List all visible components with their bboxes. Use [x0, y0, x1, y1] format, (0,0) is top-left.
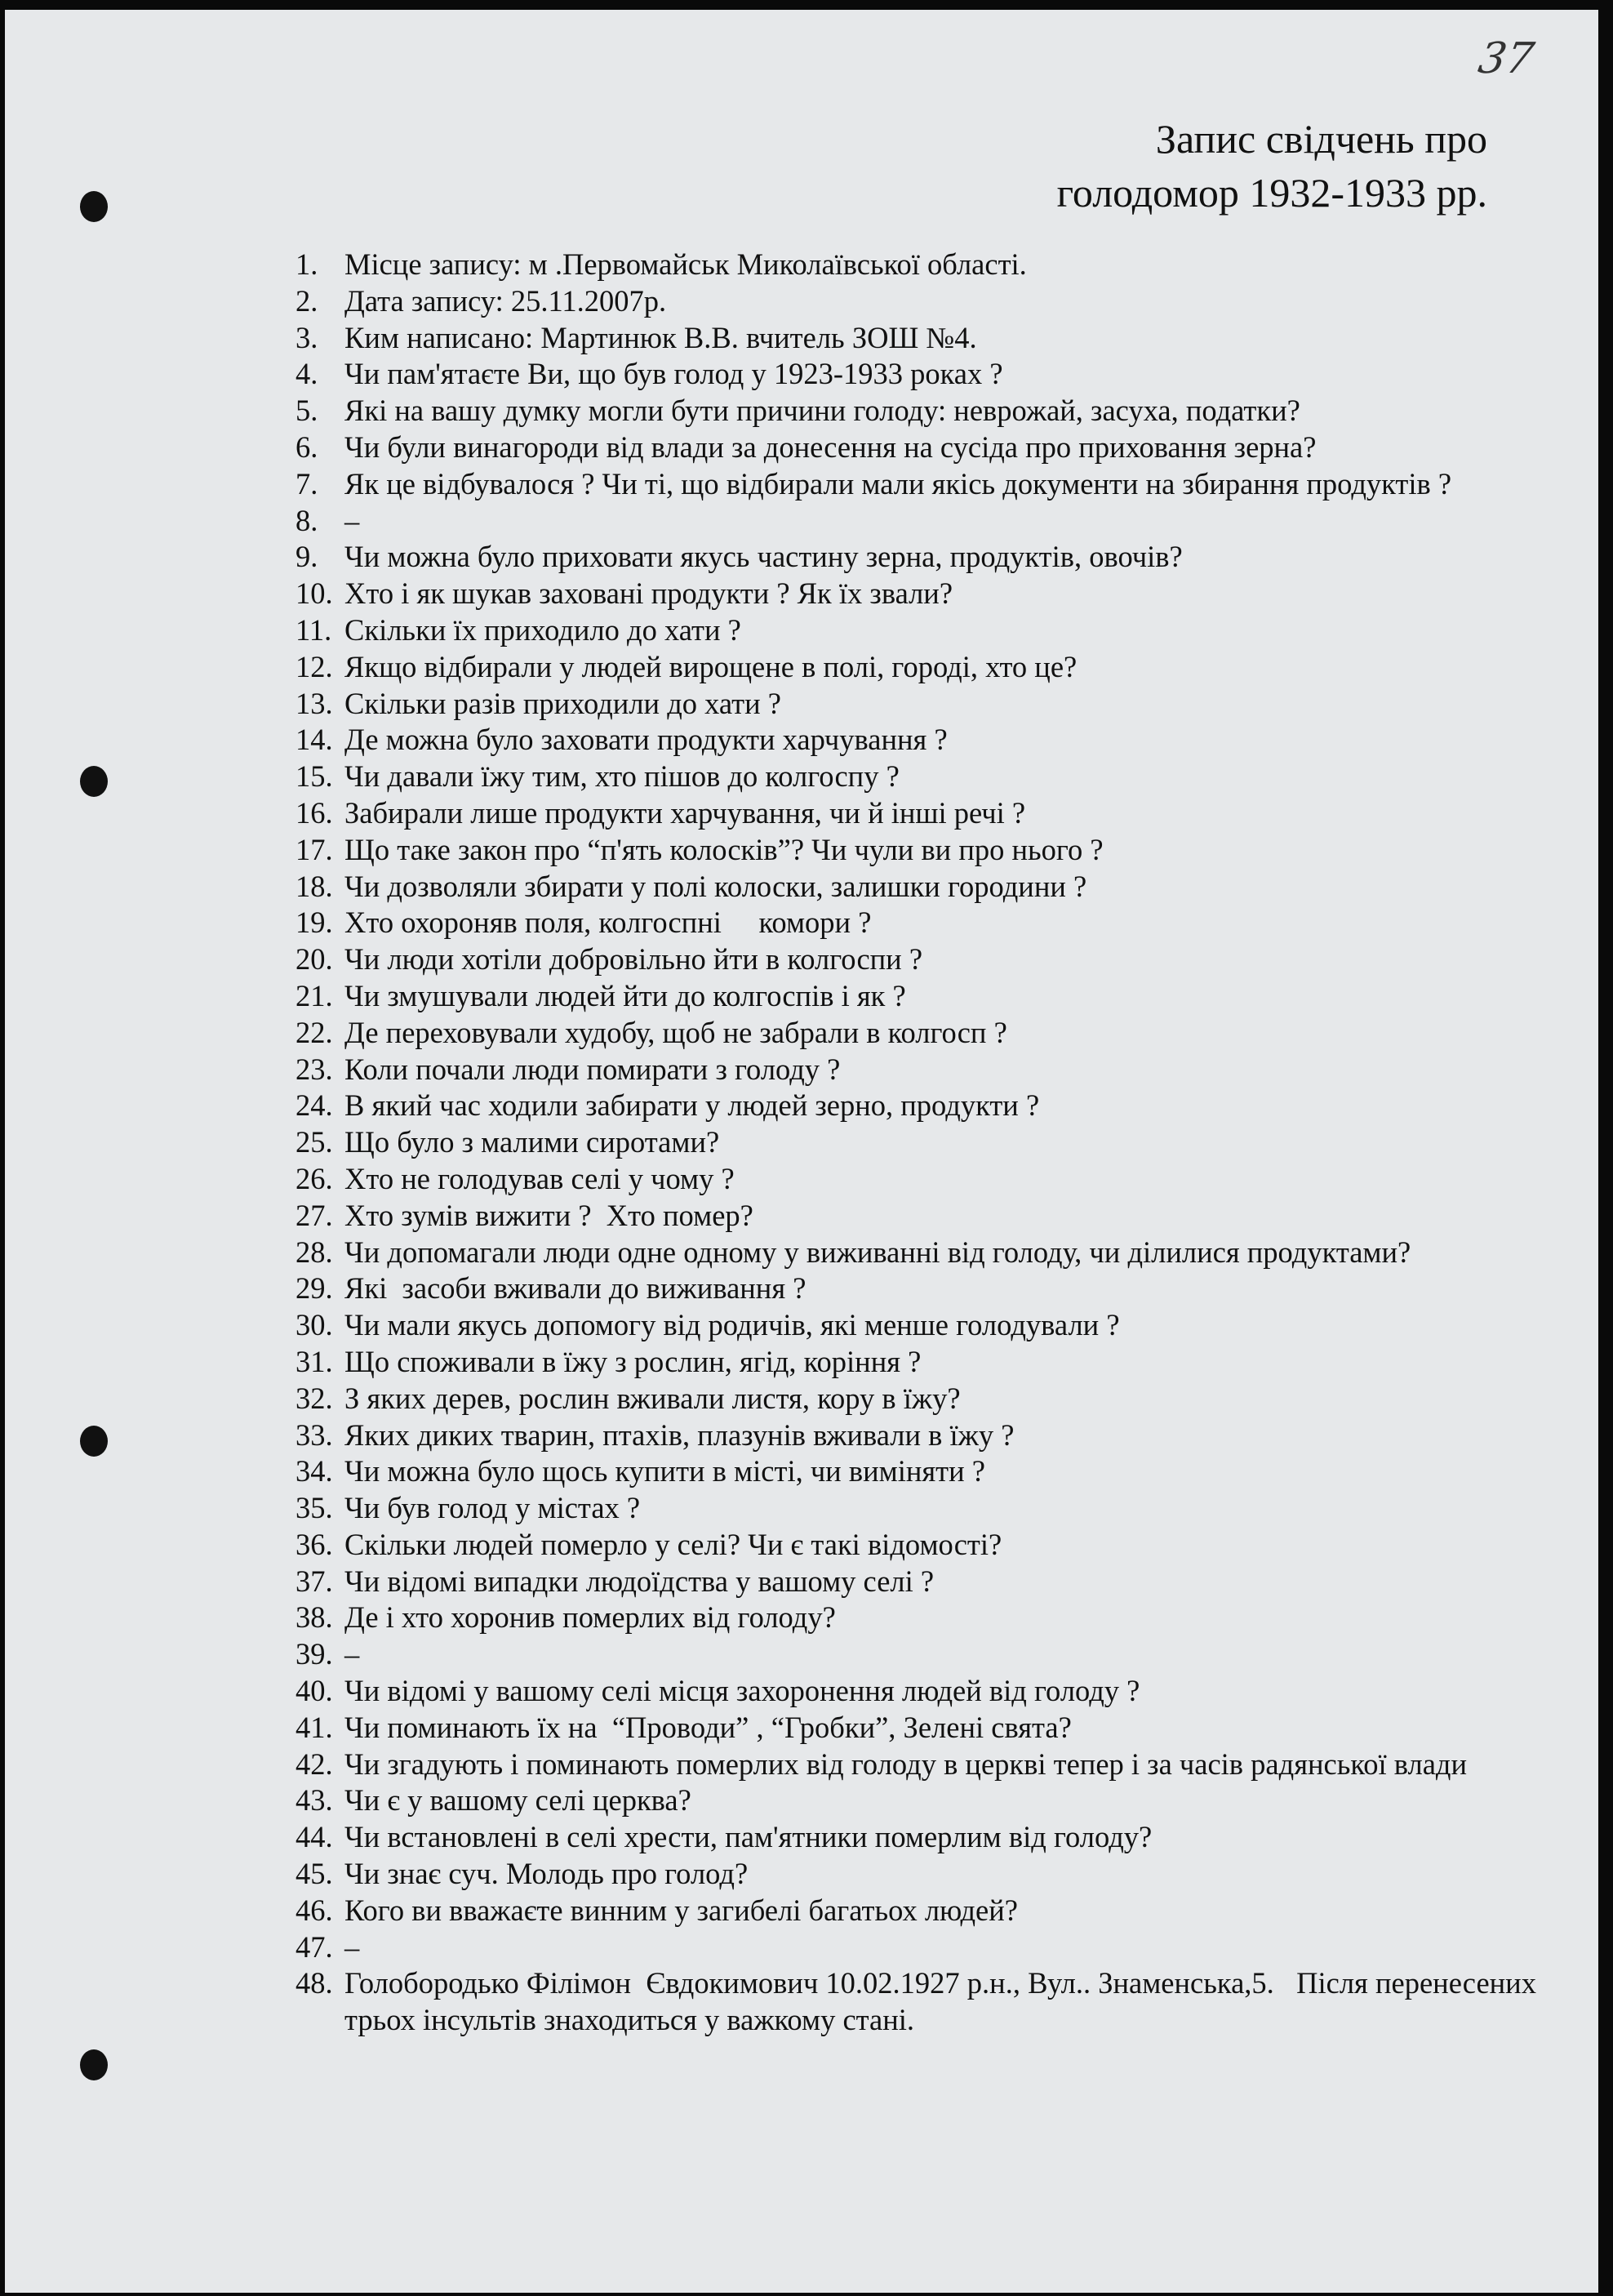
item-number: 47. — [295, 1929, 333, 1964]
item-number: 19. — [295, 905, 333, 940]
item-number: 22. — [295, 1015, 333, 1049]
item-text: Чи давали їжу тим, хто пішов до колгоспу ? — [344, 759, 900, 794]
item-text: Хто охороняв поля, колгоспні комори ? — [344, 905, 872, 940]
item-number: 37. — [295, 1564, 333, 1598]
list-item — [295, 869, 1569, 905]
list-item — [295, 612, 1569, 649]
item-text: Скільки разів приходили до хати ? — [344, 686, 781, 720]
list-item — [295, 1929, 1569, 1966]
item-text: Забирали лише продукти харчування, чи й інші речі ? — [344, 795, 1026, 830]
question-list — [295, 247, 1569, 2039]
list-item — [295, 466, 1569, 503]
list-item — [295, 429, 1569, 466]
item-text: Які на вашу думку могли бути причини голоду: неврожай, засуха, податки? — [344, 394, 1300, 428]
item-number: 1. — [295, 247, 318, 281]
item-text: Яких диких тварин, птахів, плазунів вживали в їжу ? — [344, 1417, 1015, 1452]
item-number: 38. — [295, 1600, 333, 1635]
list-item — [295, 1270, 1569, 1307]
item-number: 12. — [295, 649, 333, 683]
item-number: 2. — [295, 283, 318, 318]
list-item — [295, 503, 1569, 540]
item-number: 45. — [295, 1857, 333, 1891]
item-text: З яких дерев, рослин вживали листя, кору в їжу? — [344, 1381, 961, 1415]
list-item — [295, 1161, 1569, 1198]
item-number: 17. — [295, 832, 333, 866]
item-text: Чи є у вашому селі церква? — [344, 1783, 691, 1818]
item-number: 25. — [295, 1125, 333, 1159]
list-item — [295, 1564, 1569, 1600]
item-text: Що було з малими сиротами? — [344, 1125, 720, 1159]
list-item — [295, 1527, 1569, 1564]
item-text: – — [344, 1929, 360, 1964]
item-text: – — [344, 1637, 360, 1671]
list-item — [295, 941, 1569, 978]
item-number: 35. — [295, 1491, 333, 1525]
item-text: Чи дозволяли збирати у полі колоски, залишки городини ? — [344, 869, 1087, 903]
list-item — [295, 1052, 1569, 1088]
list-item — [295, 1819, 1569, 1856]
item-text: Чи знає суч. Молодь про голод? — [344, 1857, 749, 1891]
item-text: Чи допомагали люди одне одному у виживанні від голоду, чи ділилися продуктами? — [344, 1235, 1411, 1269]
item-text: Чи відомі у вашому селі місця захоронення людей від голоду ? — [344, 1674, 1140, 1708]
list-item — [295, 1893, 1569, 1929]
item-text: Хто і як шукав заховані продукти ? Як їх звали? — [344, 576, 953, 611]
list-item — [295, 1417, 1569, 1454]
item-number: 21. — [295, 978, 333, 1012]
item-number: 46. — [295, 1893, 333, 1927]
item-number: 15. — [295, 759, 333, 794]
list-item — [295, 283, 1569, 320]
item-number: 32. — [295, 1381, 333, 1415]
item-number: 11. — [295, 612, 332, 647]
item-number: 34. — [295, 1454, 333, 1488]
item-text: Коли почали люди помирати з голоду ? — [344, 1052, 841, 1086]
item-text: – — [344, 503, 360, 537]
item-text: Скільки людей померло у селі? Чи є такі відомості? — [344, 1527, 1002, 1561]
item-number: 16. — [295, 795, 333, 830]
list-item — [295, 247, 1569, 283]
title-line-1: Запис свідчень про — [1155, 116, 1487, 162]
list-item — [295, 576, 1569, 612]
list-item — [295, 1088, 1569, 1124]
list-item — [295, 1673, 1569, 1710]
item-text: Чи поминають їх на “Проводи” , “Гробки”, Зелені свята? — [344, 1710, 1072, 1744]
item-number: 41. — [295, 1710, 333, 1744]
list-item — [295, 759, 1569, 795]
list-item — [295, 1600, 1569, 1636]
list-item — [295, 686, 1569, 723]
item-text: Чи можна було щось купити в місті, чи виміняти ? — [344, 1454, 985, 1488]
item-text: Хто не голодував селі у чому ? — [344, 1161, 735, 1195]
item-number: 26. — [295, 1161, 333, 1195]
list-item — [295, 1782, 1569, 1819]
item-number: 28. — [295, 1235, 333, 1269]
item-text: Голобородько Філімон Євдокимович 10.02.1927 р.н., Вул.. Знаменська,5. Після перенесених трьох інсультів знаходиться у важкому стані. — [344, 1966, 1544, 2037]
item-number: 8. — [295, 503, 318, 537]
item-text: Що таке закон про “п'ять колосків”? Чи чули ви про нього ? — [344, 832, 1104, 866]
item-text: В який час ходили забирати у людей зерно, продукти ? — [344, 1088, 1040, 1123]
item-number: 48. — [295, 1966, 333, 2000]
item-text: Чи були винагороди від влади за донесення на сусіда про приховання зерна? — [344, 429, 1317, 464]
item-number: 30. — [295, 1308, 333, 1342]
item-text: Ким написано: Мартинюк В.В. вчитель ЗОШ №4. — [344, 320, 977, 354]
item-number: 3. — [295, 320, 318, 354]
item-text: Хто зумів вижити ? Хто помер? — [344, 1198, 753, 1232]
list-item — [295, 1710, 1569, 1746]
item-text: Що споживали в їжу з рослин, ягід, коріння ? — [344, 1344, 922, 1378]
item-number: 24. — [295, 1088, 333, 1123]
item-text: Місце запису: м .Первомайськ Миколаївської області. — [344, 247, 1027, 281]
title-line-2: голодомор 1932-1933 рр. — [1056, 170, 1487, 216]
item-text: Чи люди хотіли добровільно йти в колгоспи ? — [344, 942, 923, 977]
item-text: Чи змушували людей йти до колгоспів і як ? — [344, 978, 906, 1012]
item-number: 27. — [295, 1198, 333, 1232]
item-number: 40. — [295, 1674, 333, 1708]
list-item — [295, 1381, 1569, 1417]
item-number: 39. — [295, 1637, 333, 1671]
document-title — [1057, 112, 1487, 220]
list-item — [295, 393, 1569, 429]
list-item — [295, 1490, 1569, 1527]
list-item — [295, 1235, 1569, 1271]
list-item — [295, 1453, 1569, 1490]
item-number: 13. — [295, 686, 333, 720]
item-text: Де переховували худобу, щоб не забрали в колгосп ? — [344, 1015, 1007, 1049]
list-item — [295, 1198, 1569, 1235]
punch-hole — [80, 766, 108, 797]
list-item — [295, 795, 1569, 832]
item-text: Як це відбувалося ? Чи ті, що відбирали мали якісь документи на збирання продуктів ? — [344, 466, 1452, 501]
item-number: 23. — [295, 1052, 333, 1086]
item-number: 20. — [295, 942, 333, 977]
document-page — [5, 10, 1598, 2293]
list-item — [295, 1344, 1569, 1381]
item-number: 31. — [295, 1344, 333, 1378]
punch-hole — [80, 1426, 108, 1457]
item-text: Чи пам'ятаєте Ви, що був голод у 1923-1933 роках ? — [344, 357, 1003, 391]
list-item — [295, 1636, 1569, 1673]
list-item — [295, 1856, 1569, 1893]
item-number: 7. — [295, 466, 318, 501]
list-item — [295, 1965, 1569, 2039]
item-text: Де і хто хоронив померлих від голоду? — [344, 1600, 836, 1635]
item-number: 43. — [295, 1783, 333, 1818]
item-text: Де можна було заховати продукти харчування ? — [344, 723, 948, 757]
punch-hole — [80, 2049, 108, 2080]
item-number: 5. — [295, 394, 318, 428]
item-text: Кого ви вважаєте винним у загибелі багатьох людей? — [344, 1893, 1018, 1927]
item-text: Дата запису: 25.11.2007р. — [344, 283, 667, 318]
item-text: Чи відомі випадки людоїдства у вашому селі ? — [344, 1564, 935, 1598]
list-item — [295, 1124, 1569, 1161]
item-number: 10. — [295, 576, 333, 611]
item-text: Скільки їх приходило до хати ? — [344, 612, 741, 647]
item-number: 36. — [295, 1527, 333, 1561]
list-item — [295, 1746, 1569, 1783]
item-text: Чи був голод у містах ? — [344, 1491, 641, 1525]
item-number: 14. — [295, 723, 333, 757]
item-number: 44. — [295, 1820, 333, 1854]
item-number: 4. — [295, 357, 318, 391]
item-text: Чи мали якусь допомогу від родичів, які менше голодували ? — [344, 1308, 1120, 1342]
item-text: Чи згадують і поминають померлих від голоду в церкві тепер і за часів радянської влади — [344, 1746, 1468, 1781]
item-text: Чи встановлені в селі хрести, пам'ятники померлим від голоду? — [344, 1820, 1153, 1854]
list-item — [295, 649, 1569, 686]
list-item — [295, 1015, 1569, 1052]
punch-hole — [80, 191, 108, 222]
list-item — [295, 539, 1569, 576]
item-number: 18. — [295, 869, 333, 903]
item-number: 33. — [295, 1417, 333, 1452]
list-item — [295, 978, 1569, 1015]
item-text: Чи можна було приховати якусь частину зерна, продуктів, овочів? — [344, 540, 1183, 574]
item-text: Які засоби вживали до виживання ? — [344, 1271, 806, 1306]
list-item — [295, 722, 1569, 759]
item-text: Якщо відбирали у людей вирощене в полі, городі, хто це? — [344, 649, 1078, 683]
list-item — [295, 905, 1569, 941]
item-number: 9. — [295, 540, 318, 574]
list-item — [295, 356, 1569, 393]
item-number: 42. — [295, 1746, 333, 1781]
item-number: 29. — [295, 1271, 333, 1306]
list-item — [295, 832, 1569, 869]
item-number: 6. — [295, 429, 318, 464]
list-item — [295, 320, 1569, 357]
list-item — [295, 1307, 1569, 1344]
handwritten-page-number: 37 — [1474, 34, 1538, 83]
